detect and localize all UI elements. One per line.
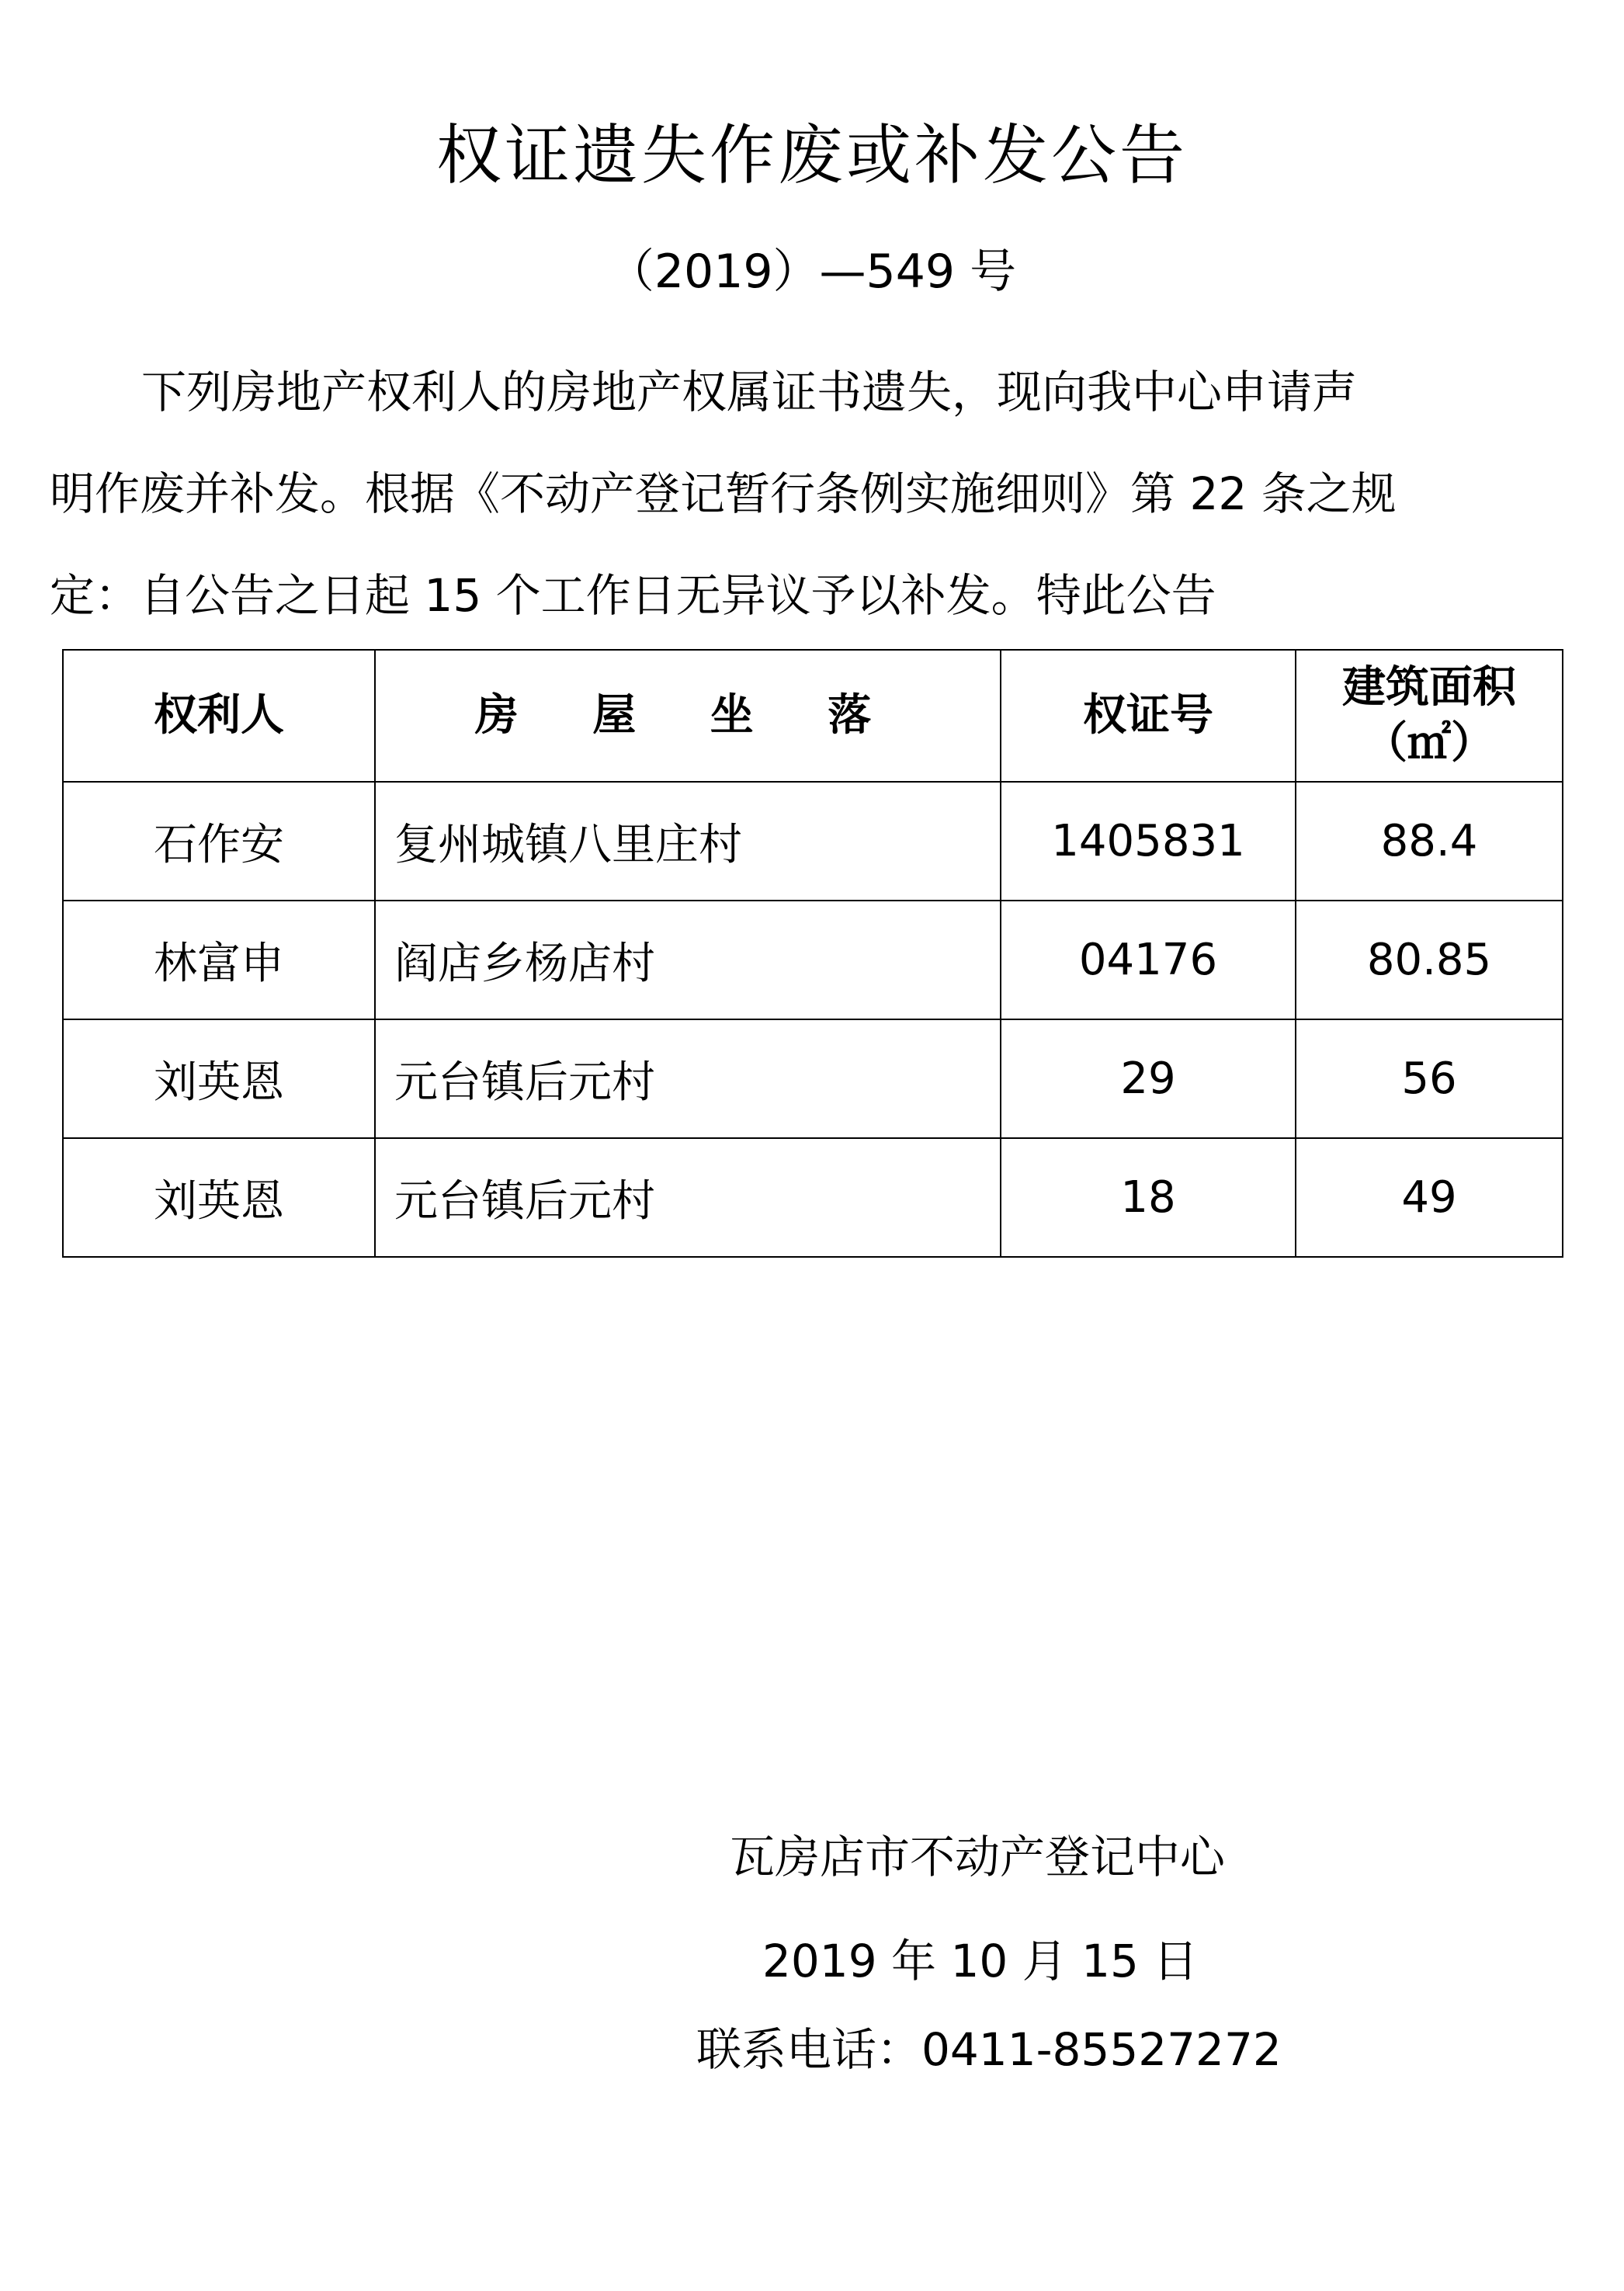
table-row — [63, 782, 1563, 901]
header-area-line2: （㎡） — [1364, 718, 1494, 769]
body-line-3: 定：自公告之日起 15 个工作日无异议予以补发。特此公告 — [50, 569, 1216, 622]
header-area — [1296, 650, 1563, 782]
body-line-1: 下列房地产权利人的房地产权属证书遗失，现向我中心申请声 — [141, 366, 1358, 418]
header-area-line1: 建筑面积 — [1342, 662, 1516, 713]
cell-cert-no: 1405831 — [1001, 782, 1296, 901]
table-header-row — [63, 650, 1563, 782]
cell-holder: 石作安 — [63, 782, 375, 901]
body-line-2: 明作废并补发。根据《不动产登记暂行条例实施细则》第 22 条之规 — [50, 467, 1397, 520]
cell-location: 复州城镇八里庄村 — [375, 782, 1001, 901]
notice-body — [50, 342, 1577, 647]
cell-cert-no: 04176 — [1001, 901, 1296, 1019]
cell-holder: 刘英恩 — [63, 1019, 375, 1138]
notice-number: （2019）—549 号 — [607, 245, 1017, 299]
cell-area: 56 — [1296, 1019, 1563, 1138]
table-row — [63, 1138, 1563, 1257]
cell-location: 阎店乡杨店村 — [375, 901, 1001, 1019]
footer-organization: 瓦房店市不动产登记中心 — [730, 1831, 1226, 1883]
table-row — [63, 901, 1563, 1019]
cell-cert-no: 18 — [1001, 1138, 1296, 1257]
table-row — [63, 1019, 1563, 1138]
cell-holder: 林富申 — [63, 901, 375, 1019]
cell-location: 元台镇后元村 — [375, 1138, 1001, 1257]
notice-title: 权证遗失作废或补发公告 — [435, 117, 1188, 193]
cell-area: 80.85 — [1296, 901, 1563, 1019]
footer-date: 2019 年 10 月 15 日 — [762, 1935, 1199, 1987]
footer-phone: 联系电话：0411-85527272 — [696, 2023, 1282, 2076]
header-holder: 权利人 — [63, 650, 375, 782]
cell-holder: 刘英恩 — [63, 1138, 375, 1257]
cell-location: 元台镇后元村 — [375, 1019, 1001, 1138]
header-cert-no: 权证号 — [1001, 650, 1296, 782]
cell-area: 49 — [1296, 1138, 1563, 1257]
certificate-table — [62, 649, 1563, 1258]
cell-area: 88.4 — [1296, 782, 1563, 901]
cell-cert-no: 29 — [1001, 1019, 1296, 1138]
header-location: 房 屋 坐 落 — [375, 650, 1001, 782]
